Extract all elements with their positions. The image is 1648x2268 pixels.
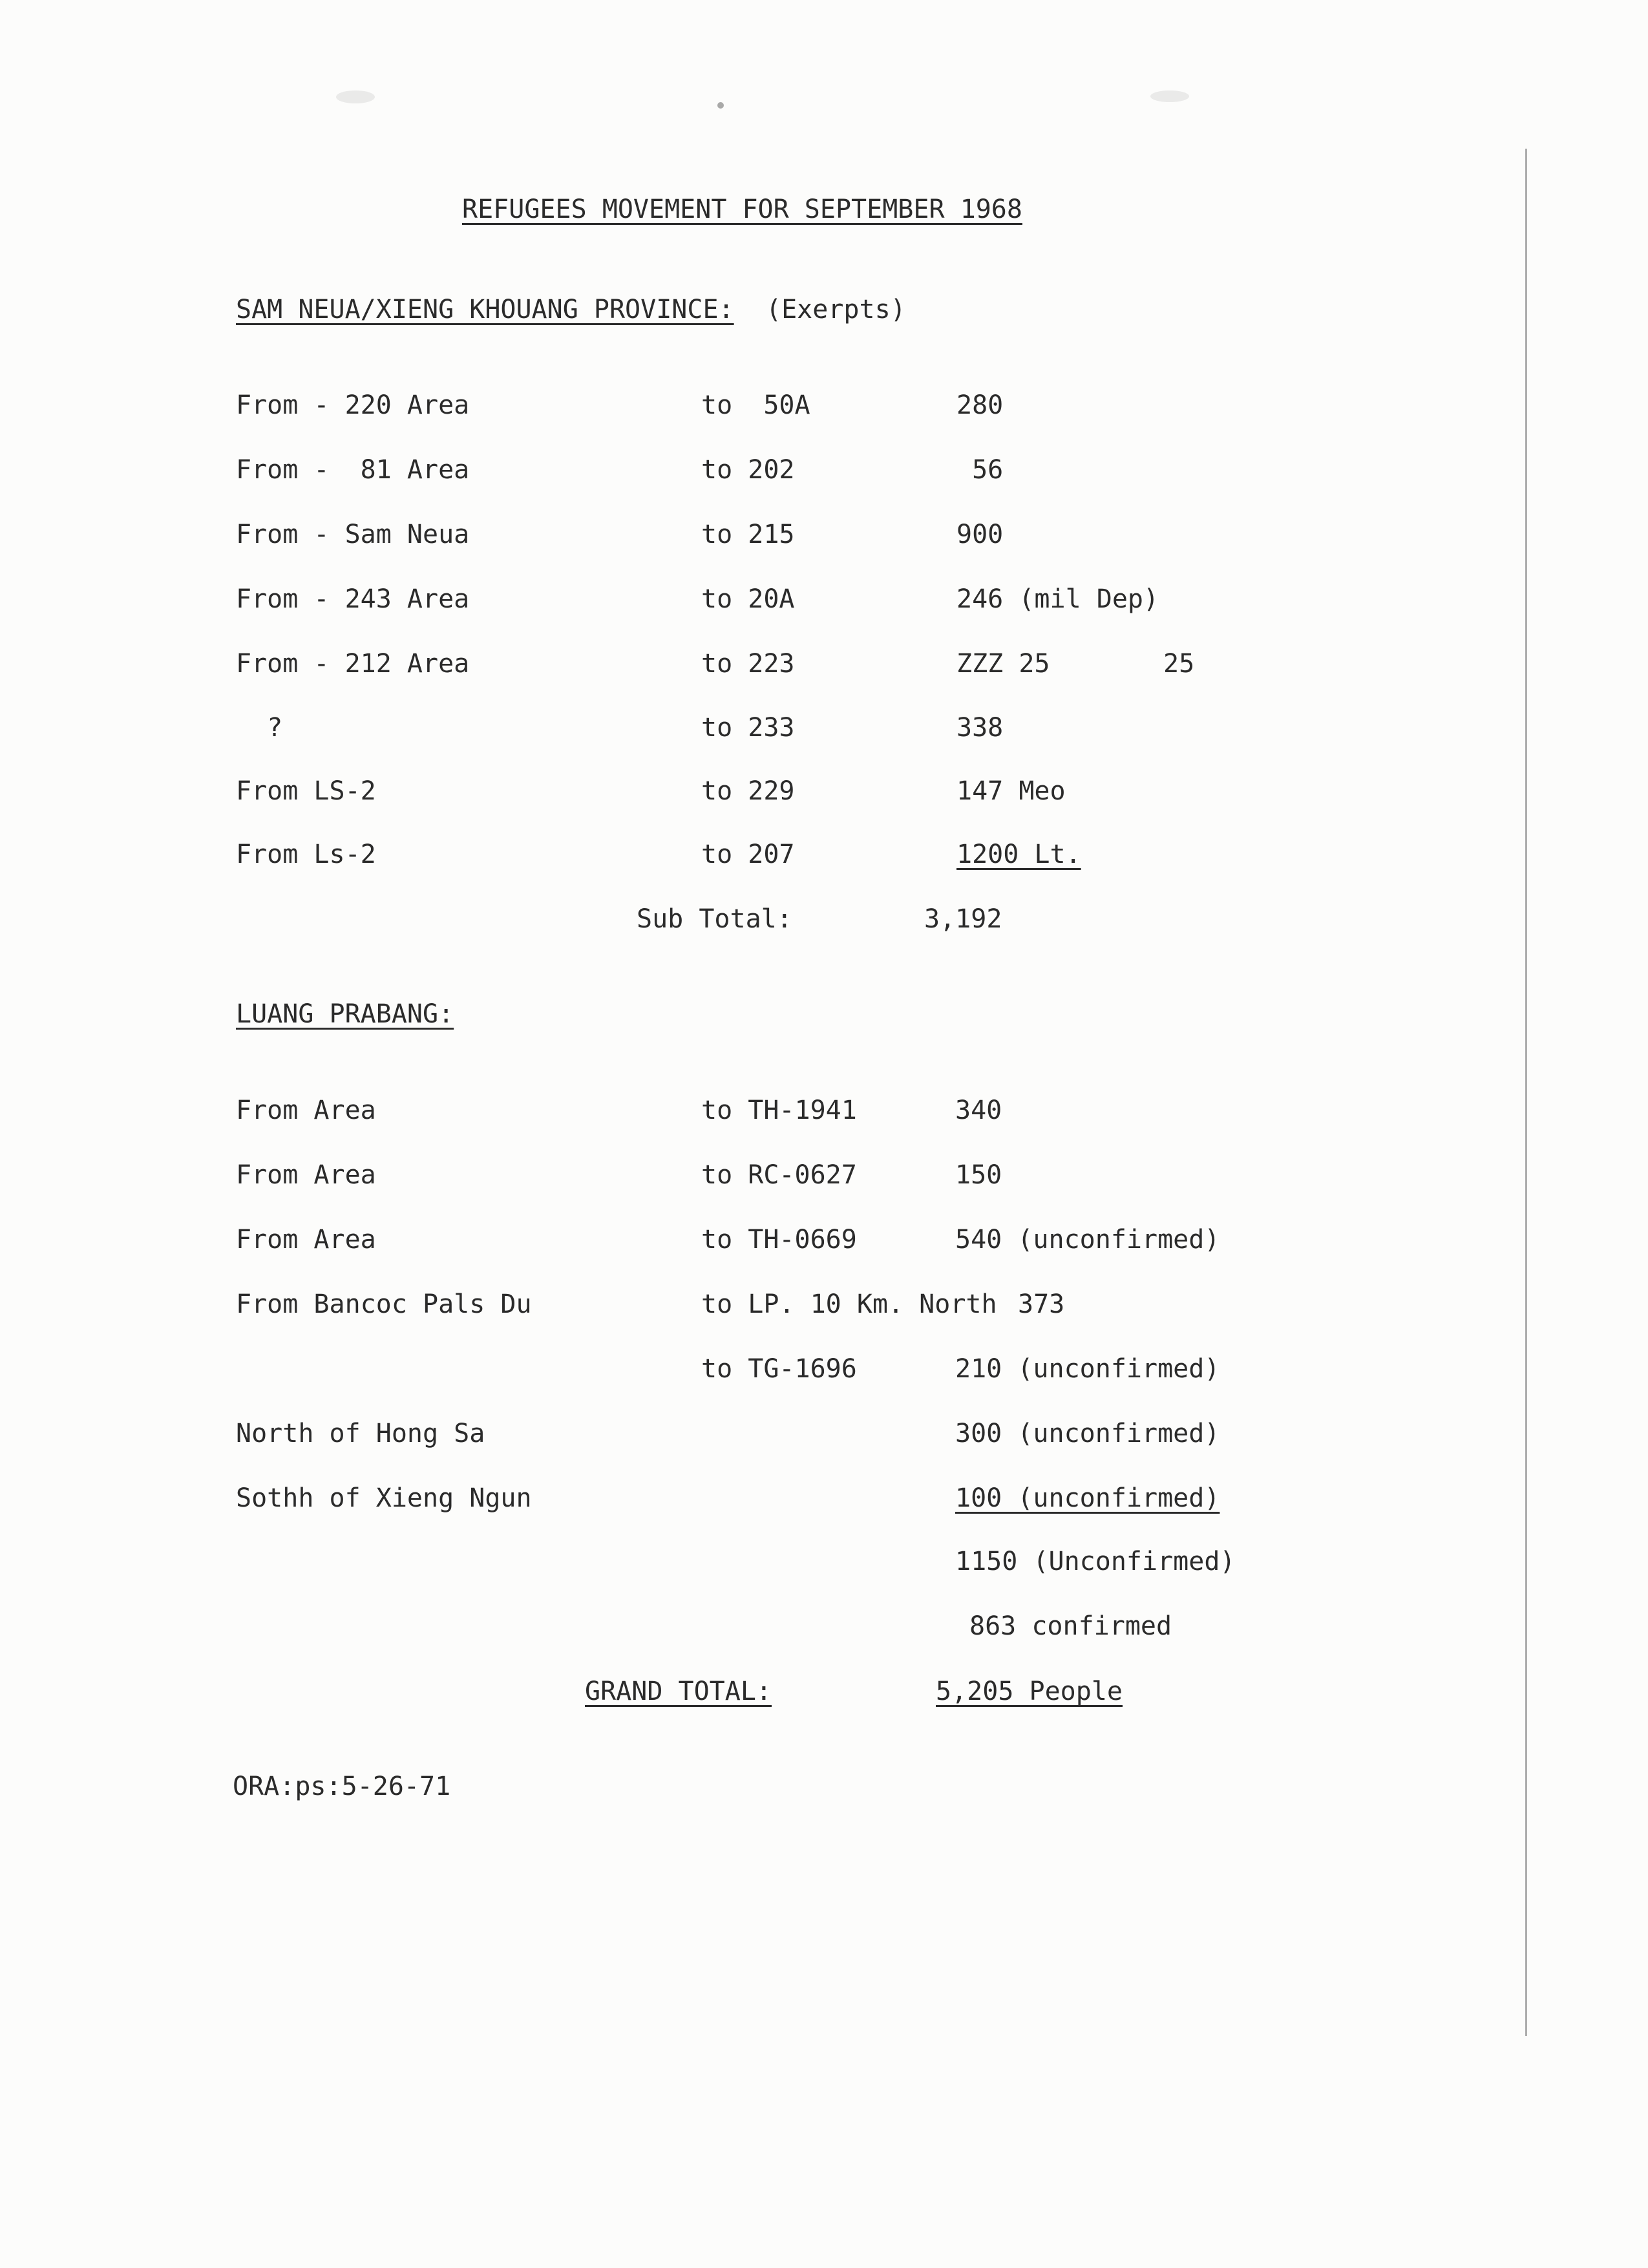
s1-row-to: to 20A <box>701 584 795 614</box>
s1-row-from: ? <box>236 713 283 743</box>
s1-row-to: to 207 <box>701 840 795 869</box>
s2-row-count: 100 (unconfirmed) <box>955 1483 1220 1513</box>
s2-row-from: Sothh of Xieng Ngun <box>236 1483 532 1513</box>
document-title: REFUGEES MOVEMENT FOR SEPTEMBER 1968 <box>462 195 1022 224</box>
s2-row-to: to RC-0627 <box>701 1160 857 1190</box>
grand-total-value: 5,205 People <box>936 1677 1123 1706</box>
s1-row-to: to 50A <box>701 390 810 420</box>
paper-speck <box>717 102 724 109</box>
section1-heading-note: (Exerpts) <box>766 295 906 324</box>
s2-row-count: 210 (unconfirmed) <box>955 1354 1220 1384</box>
s2-row-from: North of Hong Sa <box>236 1419 485 1448</box>
s2-row-count: 150 <box>955 1160 1002 1190</box>
s2-row-count: 373 <box>1018 1289 1065 1319</box>
s1-row-from: From Ls-2 <box>236 840 376 869</box>
s2-row-count: 300 (unconfirmed) <box>955 1419 1220 1448</box>
grand-total-label: GRAND TOTAL: <box>585 1677 772 1706</box>
s1-row-to: to 233 <box>701 713 795 743</box>
s2-row-to: to TG-1696 <box>701 1354 857 1384</box>
paper-smudge <box>1150 90 1189 102</box>
s1-row-to: to 223 <box>701 649 795 679</box>
subtotal-label: Sub Total: <box>637 904 792 934</box>
s1-row-to: to 202 <box>701 455 795 485</box>
s1-row-count: 900 <box>956 520 1004 549</box>
section2-heading: LUANG PRABANG: <box>236 999 454 1029</box>
s1-row-from: From - 212 Area <box>236 649 470 679</box>
page-edge-line <box>1525 149 1527 2036</box>
s2-row-to: to TH-1941 <box>701 1096 857 1125</box>
s2-row-count: 340 <box>955 1096 1002 1125</box>
s1-row-count: ZZZ 25 <box>956 649 1050 679</box>
s2-row-to: to TH-0669 <box>701 1225 857 1255</box>
s1-row-from: From - Sam Neua <box>236 520 470 549</box>
s1-row-extra: 25 <box>1163 649 1195 679</box>
paper-smudge <box>336 90 375 103</box>
s2-row-to: to LP. 10 Km. North <box>701 1289 997 1319</box>
s1-row-from: From - 243 Area <box>236 584 470 614</box>
section1-heading: SAM NEUA/XIENG KHOUANG PROVINCE: <box>236 295 734 324</box>
document-reference: ORA:ps:5-26-71 <box>233 1772 451 1801</box>
s2-row-from: From Area <box>236 1160 376 1190</box>
s1-row-to: to 229 <box>701 776 795 806</box>
s1-row-count: 56 <box>956 455 1004 485</box>
s1-row-count: 147 Meo <box>956 776 1066 806</box>
confirmed-total: 863 confirmed <box>969 1611 1172 1641</box>
s1-row-count: 1200 Lt. <box>956 840 1081 869</box>
s1-row-count: 338 <box>956 713 1004 743</box>
s1-row-count: 280 <box>956 390 1004 420</box>
s1-row-from: From LS-2 <box>236 776 376 806</box>
s1-row-from: From - 220 Area <box>236 390 470 420</box>
s2-row-count: 540 (unconfirmed) <box>955 1225 1220 1255</box>
s1-row-to: to 215 <box>701 520 795 549</box>
subtotal-value: 3,192 <box>924 904 1002 934</box>
s1-row-count: 246 (mil Dep) <box>956 584 1159 614</box>
s1-row-from: From - 81 Area <box>236 455 470 485</box>
s2-row-from: From Area <box>236 1096 376 1125</box>
s2-row-from: From Area <box>236 1225 376 1255</box>
s2-row-from: From Bancoc Pals Du <box>236 1289 532 1319</box>
unconfirmed-total: 1150 (Unconfirmed) <box>955 1547 1236 1576</box>
